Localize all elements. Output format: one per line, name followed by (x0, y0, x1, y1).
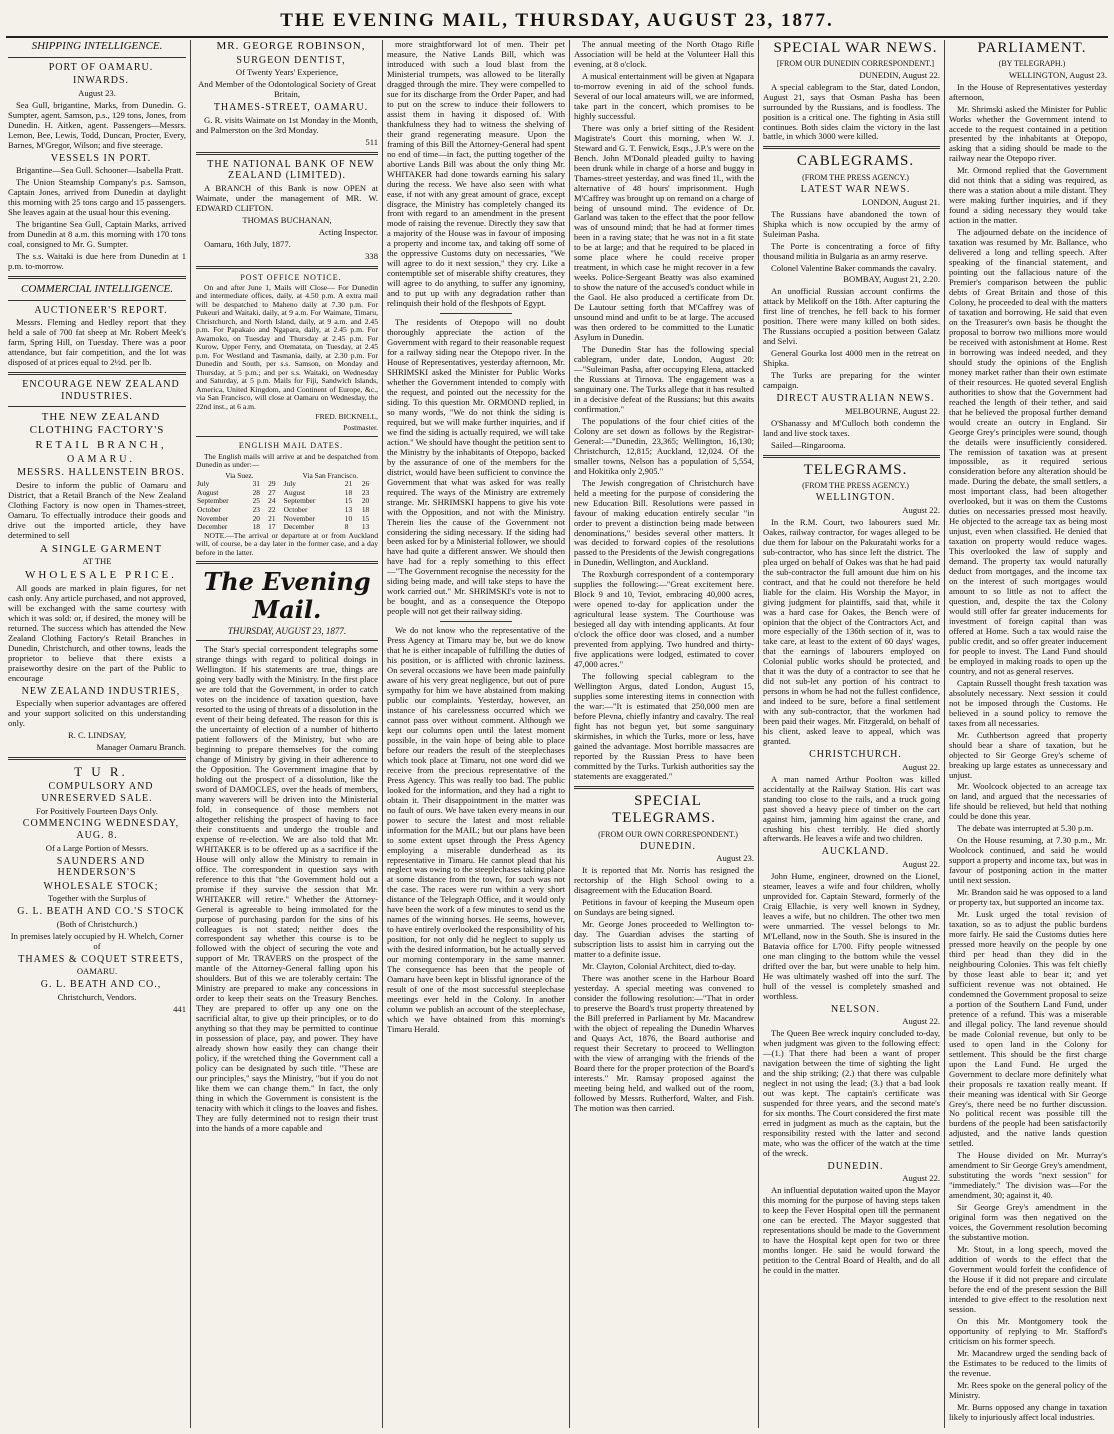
news-paragraph: Sailed—Ringarooma. (771, 439, 846, 450)
news-paragraph: In the R.M. Court, two labourers sued Mr. Oakes, railway contractor, for wages alleged to be due them for labour on the Pakuratahi works for a sub-contractor, who has since left the district. The plea urged on behalf of Oakes was that he had paid the sub-contractor the full amount due him on his contract, and that he could not therefore be held liable for the claim. His Worship the Mayor, in giving judgment for plaintiffs, said that, while it was a hard case for Oakes, the Bench were of opinion that the object of the Contractors Act, and more especially of the 136th section of it, was to take care, at least to the extent of 60 days' wages, that the earnings of labourers employed on Colonial public works should be protected, and that it was the duty of a contractor to see that he did not sub-let any portion of his contract to persons in whom he had not the fullest confidence, and indeed to be sure, before a final settlement with any sub-contractor, that the workmen had been paid their wages. Mr. Fitzgerald, on behalf of his client, asked leave to appeal, which was granted. (763, 516, 940, 747)
advert-heading: MR. GEORGE ROBINSON, (216, 40, 366, 52)
parliament-paragraph: On this Mr. Montgomery took the opportunity of replying to Mr. Stafford's criticism on his former speech. (949, 1315, 1107, 1346)
place-heading: DUNEDIN. (639, 840, 697, 852)
leader-paragraph: The residents of Otepopo will no doubt thoroughly appreciate the action of the Government with regard to their reasonable request for a railway siding near the Otepopo river. In the House of Representatives, yesterday afternoon, Mr. SHRIMSKI asked the Minister for Public Works whether the Government intended to comply with the request, and pointed out the necessity for the siding. To this question Mr. ORMOND replied, in so many words, "We do not think the siding is required, but we will make further inquiries, and if we find the siding is actually required, we will take action." We should have thought the petition sent to the Ministry by the inhabitants of Otepopo, backed by the assurance of one of the members for the district, would have been sufficient to convince the Government that what was asked for was really required. The ways of the Ministry are extremely strange. Mr. SHRIMSKI happens to give his vote with the Opposition, and not with the Ministry. Therein lies the cause of the Government not considering the siding necessary. If the siding had been asked for by a Ministerial follower, we should have had quite a different answer. We should then have had for a reply something to this effect —"The Government recognise the necessity for the siding being made, and will take steps to have the work carried out." Mr. SHRIMSKI's vote is not to be bought, and as a consequence the Otepopo people will not get their railway siding. (387, 317, 565, 617)
leader-paragraph: We do not know who the representative of the Press Agency at Timaru may be, but we do know that he is either incapable of fulfilling the duties of his position, or is afflicted with chronic laziness. On several occasions we have been made painfully aware of his very great negligence, but out of pure sympathy for him we have abstained from making public our complaints. Yesterday, however, an instance of his carelessness occurred which we cannot pass over without comment. Although we kept our columns open until the latest moment possible, in the vain hope of being able to place before our readers the result of the steeplechases which took place at Timaru, not one word did we receive from the precious representative of the Press Agency. This was really too bad. The public looked for the information, and they had a right to obtain it. Their disappointment in the matter was no fault of ours. We have taken every means in our power to secure the latest and most reliable information for the MAIL; but our plans have been to some extent upset through the Press Agency employing a miserable dunderhead as its representative in Timaru. He cannot plead that his neglect was owing to the steeplechases taking place at some distance from the town, for such was not the case. The races were run within a very short distance of the Telegraph Office, and it would only have been the work of a few minutes to send us the names of the winning horses. He seems, however, to have entirely overlooked the responsibility of his position, for not only did he neglect to supply us with the desired information, but he actually served our morning contemporary in the same manner. The consequence has been that the people of Oamaru have been kept in blissful ignorance of the result of one of the most successful steeplechase meetings ever held in the Colony. In another column we publish an account of the steeplechase, which we have obtained from this morning's Timaru Herald. (387, 625, 565, 1034)
parliament-paragraph: Mr. Macandrew urged the sending back of the Estimates to be reduced to the limits of the revenue. (949, 1347, 1107, 1378)
advert-text: Together with the Surplus of (47, 893, 147, 904)
place-heading: WELLINGTON. (815, 492, 896, 504)
section-subheading: (FROM OUR OWN CORRESPONDENT.) (598, 829, 738, 839)
news-paragraph: Colonel Valentine Baker commands the cavalry. (771, 262, 937, 273)
table-cell: November (283, 513, 315, 523)
news-paragraph: General Gourka lost 4000 men in the retreat on Shipka. (763, 348, 940, 369)
news-paragraph: An unofficial Russian account confirms the attack by Melikoff on the 18th. After capturing the first line of trenches, he fell back to his former position. There were many killed on both sides. The Russians occupied a position between Galatz and Selvi. (763, 286, 940, 347)
column-divider (190, 40, 191, 1428)
parliament-paragraph: The debate was interrupted at 5.30 p.m. (957, 823, 1094, 834)
advert-text: AT THE (82, 556, 112, 567)
advert-heading: SAUNDERS AND HENDERSON'S (56, 855, 146, 879)
dateline: THURSDAY, AUGUST 23, 1877. (227, 625, 347, 636)
divider (196, 266, 378, 269)
advert-text: Of Twenty Years' Experience, (235, 67, 339, 78)
notice-heading: POST OFFICE NOTICE. (240, 272, 342, 282)
newspaper-title: The Evening Mail. (203, 567, 371, 625)
advert-heading: THE NATIONAL BANK OF NEW ZEALAND (LIMITED). (207, 158, 375, 182)
place-heading: AUCKLAND. (821, 846, 890, 858)
advert-signature: R. C. LINDSAY, (67, 730, 127, 741)
advert-text: Christchurch, Vendors. (57, 992, 137, 1003)
table-cell: 26 (361, 479, 370, 489)
page-masthead: THE EVENING MAIL, THURSDAY, AUGUST 23, 1877. (280, 10, 834, 31)
table-header: Via Suez. (225, 470, 254, 480)
table-cell: 23 (361, 487, 370, 497)
dateline: August 23. (78, 87, 116, 98)
divider (574, 786, 754, 789)
table-cell: July (283, 479, 296, 489)
dateline: LONDON, August 21. (862, 196, 940, 207)
section-subheading: (BY TELEGRAPH.) (998, 59, 1066, 69)
dateline: BOMBAY, August 21, 2.20. (843, 274, 940, 285)
advert-heading: G. L. BEATH AND CO.'S STOCK (17, 906, 185, 918)
dateline: DUNEDIN, August 22. (859, 69, 940, 80)
table-cell: 21 (268, 513, 276, 523)
column-divider (569, 40, 570, 1428)
table-cell: 23 (252, 505, 260, 515)
column-divider (382, 40, 383, 1428)
advert-heading: ENCOURAGE NEW ZEALAND INDUSTRIES. (22, 379, 180, 402)
table-cell: 27 (268, 487, 276, 497)
place-heading: DUNEDIN. (827, 1160, 884, 1172)
dateline: August 22. (902, 1173, 940, 1184)
table-cell: 25 (252, 496, 260, 506)
column-1 (8, 40, 186, 1426)
advert-heading: A SINGLE GARMENT (39, 542, 163, 555)
notice-text: On and after June 1, Mails will Close— For Dunedin and intermediate offices, daily, at 4.50 p.m. A extra mail will be despatched to Maheno daily at 7.30 p.m. For Pukeuri and Waitaki, daily, at 9 a.m. For Waimate, Timaru, Christchurch, and North Island, daily, at 9 a.m. and 2.45 p.m. For Papakaio and Ngapara, daily, at 2.45 p.m. For Awamoko, on Tuesday and Thursday at 2.45 p.m. For Kurow, Upper Ferry, and Otematata, on Tuesday, at 2.45 p.m. For Westland and Tasmania, daily, at 2.30 p.m. For Dunedin and South, per s.s. Samson, on Monday and Thursday, at 5 p.m.; and per s.s. Waitaki, on Wednesday and Saturday, at 5 p.m. Mails for Fiji, Sandwich Islands, America, United Kingdom, and Continent of Europe, &c., via San Francisco, will close at Oamaru on Wednesday, the 22nd inst., at 6 a.m. (196, 282, 378, 411)
section-heading: SHIPPING INTELLIGENCE. (31, 40, 163, 52)
advert-heading: RETAIL BRANCH, (35, 438, 167, 451)
notice-text: The English mails will arrive at and be despatched from Dunedin as under:— (196, 451, 378, 470)
news-paragraph: The Turks are preparing for the winter campaign. (763, 370, 940, 391)
sub-heading: VESSELS IN PORT. (50, 152, 152, 164)
table-cell: 22 (268, 505, 276, 515)
advert-heading: MESSRS. HALLENSTEIN BROS. (17, 467, 185, 479)
divider (8, 406, 186, 407)
article-paragraph: Messrs. Fleming and Hedley report that they held a sale of 700 fat sheep at Mr. Robert Meek's farm, Spring Hill, on Tuesday. There was a poor attendance, but fair competition, and the lot was disposed of at prices equal to 2½d. per lb. (8, 317, 186, 368)
table-cell: 20 (361, 496, 370, 506)
divider (8, 757, 186, 760)
news-paragraph: There was another scene in the Harbour Board yesterday. A special meeting was convened to consider the following resolution:—"That in order to preserve the Board's trust property threatened by the Bill preferred in Parliament by Mr. Macandrew with the object of repealing the Dunedin Wharves and Quays Act, 1876, the Board authorise and request their Secretary to proceed to Wellington with the view of arranging with the friends of the Board there for the proper protection of the Board's interests." Mr. Ramsay proposed against the meeting being held, and walked out of the room, followed by Messrs. Rutherford, Walter, and Fish. The motion was then carried. (574, 973, 754, 1113)
advert-text: OAMARU. (76, 966, 118, 977)
section-heading: PORT OF OAMARU. (48, 61, 154, 73)
place-heading: NELSON. (831, 1003, 880, 1015)
advert-heading: SURGEON DENTIST, (236, 54, 346, 66)
table-cell: 18 (344, 487, 353, 497)
advert-heading: OAMARU. (67, 453, 135, 465)
parliament-paragraph: On the House resuming, at 7.30 p.m., Mr. Woolcock continued, and said he would support a property and income tax, but was in favour of postponing action in the matter until next session. (949, 835, 1107, 886)
news-paragraph: The Russians have abandoned the town of Shipka which is now occupied by the army of Suleiman Pasha. (763, 208, 940, 239)
news-paragraph: A special cablegram to the Star, dated London, August 21, says that Osman Pasha has been surrounded by the Russians, and is foodless. The position is a critical one. The fighting in Asia still continues. Both sides claim the victory in the last battle, in which 3000 were killed. (763, 81, 940, 142)
advert-text: In premises lately occupied by H. Whelch, Corner of (10, 930, 184, 951)
dateline: MELBOURNE, August 22. (844, 405, 940, 416)
parliament-paragraph: Mr. Woolcock objected to an acreage tax on land, and argued that the necessaries of life should be relieved, but held that nothing could be done this year. (949, 781, 1107, 822)
divider (440, 621, 511, 622)
divider (8, 300, 186, 301)
news-paragraph: The Queen Bee wreck inquiry concluded to-day, when judgment was given to the following effect:—(1.) That there had been a want of proper navigation between the time of sighting the light and the ship striking; (2.) that there was culpable neglect in not using the lead; (3.) that a bad look out was kept. The captain's certificate was suspended for three years, and the second mate's for six months. The Court considered the first mate erred in judgment as much as the captain, but the responsibility rested with the latter and second mate, who was the officer of the watch at the time of the wreck. (763, 1028, 940, 1158)
divider (8, 276, 186, 279)
advert-text: And Member of the Odontological Society of Great Britain, (198, 79, 376, 100)
advert-heading: THAMES-STREET, OAMARU. (213, 102, 369, 114)
advert-heading: COMPULSORY AND UNRESERVED SALE. (41, 781, 154, 804)
news-paragraph: A musical entertainment will be given at Ngapara to-morrow evening in aid of the school funds. Several of our local amateurs will, we are informed, take part in the concert, which promises to be highly successful. (574, 70, 754, 121)
table-cell: 13 (361, 522, 370, 532)
section-heading: PARLIAMENT. (977, 40, 1087, 56)
column-5 (763, 40, 940, 1426)
sub-heading: AUCTIONEER'S REPORT. (34, 304, 168, 316)
advert-text: All goods are marked in plain figures, for net cash only. Any article purchased, and not approved, will be exchanged with the same courtesy with which it was sold: or, if desired, the money will be returned. The success which has attended the New Zealand Clothing Factory's Retail Branches in Dunedin, Christchurch, and other towns, leads the proprietor to believe that there exists a praiseworthy desire on the part of the Public to encourage (8, 583, 186, 683)
advert-text: Desire to inform the public of Oamaru and District, that a Retail Branch of the New Zealand Clothing Factory is now open in Thames-street, Oamaru. To effectually introduce their goods and drive out the imported article, they have determined to sell (8, 479, 186, 540)
table-cell: 17 (268, 522, 276, 532)
article-paragraph: The Union Steamship Company's p.s. Samson, Captain Jones, arrived from Dunedin at daylight this morning with 25 tons cargo and 15 passengers. She leaves again at the usual hour this evening. (8, 177, 186, 218)
column-2 (196, 40, 378, 1426)
dateline: August 22. (902, 1016, 940, 1027)
table-cell: 29 (268, 479, 276, 489)
parliament-paragraph: Mr. Shrimski asked the Minister for Public Works whether the Government intend to accede to the request contained in a petition presented by the inhabitants at Otepopo, asking that a siding should be made to the railway near the Otepopo river. (949, 103, 1107, 164)
advert-text: A BRANCH of this Bank is now OPEN at Waimate, under the management of MR. W. EDWARD CLIFTON. (196, 182, 378, 213)
parliament-paragraph: Mr. Brandon said he was opposed to a land or property tax, but supported an income tax. (949, 887, 1107, 908)
advert-heading: T U R. (74, 764, 128, 780)
parliament-paragraph: Captain Russell thought fresh taxation was absolutely necessary. Next session it could not be imposed through the Customs. He believed in a sound policy to remove the taxes from all necessaries. (949, 677, 1107, 728)
notice-heading: ENGLISH MAIL DATES. (238, 441, 344, 451)
masthead-rule (6, 36, 1108, 38)
parliament-paragraph: Mr. Rees spoke on the general policy of the Ministry. (949, 1379, 1107, 1400)
section-heading: TELEGRAMS. (803, 461, 908, 478)
divider (763, 455, 940, 458)
table-cell: September (283, 496, 316, 506)
table-cell: 20 (252, 513, 260, 523)
advert-number: 511 (365, 136, 378, 147)
section-subheading: [FROM OUR DUNEDIN CORRESPONDENT.] (776, 59, 935, 69)
news-paragraph: The Porte is concentrating a force of fifty thousand militia in Bulgaria as an army reserve. (763, 240, 940, 261)
news-paragraph: Petitions in favour of keeping the Museum open on Sundays are being signed. (574, 897, 754, 918)
parliament-paragraph: The House divided on Mr. Murray's amendment to Sir George Grey's amendment, substituting the words "next session" for "immediately." The division was—For the amendment, 30; against it, 40. (949, 1150, 1107, 1201)
section-subheading: (FROM THE PRESS AGENCY.) (802, 172, 909, 182)
news-paragraph: Mr. George Jones proceeded to Wellington to-day. The Guardian advises the starting of subscription lists to assist him in carrying out the matter to a definite issue. (574, 919, 754, 960)
divider (196, 436, 378, 437)
table-cell: 24 (268, 496, 276, 506)
parliament-paragraph: Mr. Ormond replied that the Government did not think that a siding was required, as there was a station about a mile distant. They were making further inquiries, and if they found a siding necessary they would take action in the matter. (949, 165, 1107, 226)
table-cell: December (197, 522, 228, 532)
news-paragraph: It is reported that Mr. Norris has resigned the rectorship of the High School owing to a disagreement with the Education Board. (574, 865, 754, 896)
divider (196, 640, 378, 641)
divider (196, 561, 378, 564)
advert-heading: WHOLESALE STOCK; (43, 880, 159, 892)
news-paragraph: John Hume, engineer, drowned on the Lionel, steamer, leaves a wife and four children, wholly unprovided for. Captain Steward, formerly of the Craig Ellachie, is very well known in Sydney, leaves a wife, but no children. The other two men were unmarried. The vessel belongs to Mr. M'Lelland, now in the South. She is insured in the Batavia office for L700. Fifty people witnessed one man clinging to the bottom while the vessel drifted over the bar, but were unable to help him. He was ultimately washed off into the surf. The hull of the vessel is completely smashed and worthless. (763, 871, 940, 1001)
news-paragraph: An influential deputation waited upon the Mayor this morning for the purpose of having steps taken to keep the Fever Hospital open till the permanent one can be erected. The Mayor suggested that representations should be made to the Government to have the Hospital kept open for two or three months longer. He said he would forward the petition to the Central Board of Health, and do all he could in the matter. (763, 1185, 940, 1276)
advert-text: G. R. visits Waimate on 1st Monday in the Month, and Palmerston on the 3rd Monday. (196, 114, 378, 135)
section-heading: COMMERCIAL INTELLIGENCE. (21, 283, 173, 296)
advert-signature: Manager Oamaru Branch. (96, 742, 186, 753)
news-paragraph: O'Shanassy and M'Culloch both condemn the land and live stock taxes. (763, 417, 940, 438)
advert-text: Of a Large Portion of Messrs. (45, 842, 149, 853)
table-cell: 28 (252, 487, 260, 497)
table-cell: 31 (252, 479, 260, 489)
parliament-paragraph: Mr. Stout, in a long speech, moved the addition of words to the effect that the Government would forfeit the confidence of the House if it did not prepare and circulate before the end of the present session the Bill intended to give effect to the resolution next session. (949, 1244, 1107, 1314)
parliament-paragraph: Mr. Burns opposed any change in taxation likely to injuriously affect local industries. (949, 1401, 1107, 1422)
section-heading: SPECIAL WAR NEWS. (773, 40, 938, 56)
section-subheading: (FROM THE PRESS AGENCY.) (802, 480, 909, 490)
table-cell: 10 (344, 513, 353, 523)
advert-heading: THAMES & COQUET STREETS, (18, 953, 184, 965)
news-paragraph: The Jewish congregation of Christchurch have held a meeting for the purpose of considering the new Education Bill. Resolutions were passed in favour of making education entirely secular "in order to prevent a distinction being made between denominations," besides several other matters. It was decided to forward copies of the resolutions passed to the Presidents of the Jewish congregations in Dunedin, Wellington, and Auckland. (574, 477, 754, 568)
dateline: August 22. (902, 859, 940, 870)
notice-signature: FRED. BICKNELL, (315, 412, 378, 422)
table-cell: November (197, 513, 229, 523)
news-paragraph: The Roxburgh correspondent of a contemporary supplies the following:—"Great excitement here. Block 9 and 10, Teviot, embracing 40,000 acres, were opened to-day for application under the agricultural lease system. The Courthouse was besieged all day with intending applicants. At four o'clock the office door was closed, and a number prevented from applying. Two hundred and thirty-five applications were lodged, estimated to cover 47,000 acres." (574, 569, 754, 670)
dateline: August 22. (902, 504, 940, 515)
news-paragraph: The populations of the four chief cities of the Colony are set down as follows by the Registrar-General:—"Dunedin, 23,365; Wellington, 16,130; Christchurch, 12,815; Auckland, 12,024. Of the smaller towns, Nelson has a population of 5,554, and Hokitika only 2,905." (574, 415, 754, 476)
news-paragraph: The annual meeting of the North Otago Rifle Association will be held at the Volunteer Hall this evening, at 8 o'clock. (574, 40, 754, 69)
table-cell: December (283, 522, 315, 532)
divider (8, 372, 186, 375)
article-paragraph: The brigantine Sea Gull, Captain Marks, arrived from Dunedin at 8 a.m. this morning with 170 tons coal, consigned to Mr. G. Sumpter. (8, 219, 186, 250)
advert-signature: Acting Inspector. (318, 226, 378, 237)
news-paragraph: The Dunedin Star has the following special cablegram, under date, London, August 20:—"Suleiman Pasha, after occupying Elena, attacked the Russians at Tirnova. The engagement was a sanguinary one. The Turks allege that it has resulted in a decisive defeat of the Russians; but this awaits confirmation." (574, 344, 754, 414)
section-heading: SPECIAL TELEGRAMS. (612, 792, 716, 827)
advert-number: 441 (173, 1004, 186, 1015)
place-heading: DIRECT AUSTRALIAN NEWS. (776, 393, 935, 405)
table-cell: 15 (344, 496, 353, 506)
sub-heading: INWARDS. (72, 75, 130, 87)
table-header: Via San Francisco. (302, 470, 359, 480)
table-cell: October (283, 505, 308, 515)
dateline: August 23. (716, 853, 754, 864)
parliament-paragraph: Mr. Lusk urged the total revision of taxation, so as to adjust the public burdens more fairly. He said the Customs duties here pressed more heavily on the people by one third per head than they did in the neighbouring Colonies. This was felt chiefly by those least able to bear it; and yet sufficient revenue was not obtained. He condemned the Government proposal to seize a portion of the Southern Land Fund, under pretence of a refund. This was a miserable and illegal policy. The land revenue should be made Colonial revenue, but only to be used to open land in the Colony for settlement. This should be the first charge upon the Land Fund. He urged the Government to declare more definitely what their proposals re taxation really meant. If their meaning was identical with Sir George Grey's, there need be no further discussion. No political recent was possible till the burdens of the people had been satisfactorily adjusted, and the native lands question settled. (949, 909, 1107, 1149)
divider (763, 146, 940, 149)
news-paragraph: A man named Arthur Poolton was killed accidentally at the Railway Station. His cart was standing too close to the rails, and a truck going past shoved a heavy piece of timber on the cart against him, jamming him against the crane, and crushing his chest terribly. He died shortly afterwards. He leaves a wife and two children. (763, 773, 940, 844)
column-6 (949, 40, 1107, 1426)
column-divider (758, 40, 759, 1428)
advert-heading: WHOLESALE PRICE. (25, 569, 177, 582)
parliament-report (949, 83, 1107, 1423)
article-paragraph: Brigantine—Sea Gull. Schooner—Isabella Pratt. (16, 165, 184, 176)
table-cell: October (197, 505, 221, 515)
column-3 (387, 40, 565, 1426)
news-paragraph: The following special cablegram to the Wellington Argus, dated London, August 15, supplies some interesting items in connection with the war:—"It is estimated that 250,000 men are before Plevna, chiefly infantry and cavalry. The real fight has not begun yet, but some sanguinary skirmishes, in which the Turks, more or less, have gained the advantage. Most horrible massacres are reported by the Russian Press to have been committed by the Turks. Turkish authorities say the statements are exaggerated." (574, 671, 754, 781)
news-paragraph: There was only a brief sitting of the Resident Magistrate's Court this morning, when W. J. Steward and G. T. Fenwick, Esqs., J.P.'s were on the Bench. John M'Donald pleaded guilty to having been drunk while in charge of a horse and buggy in Thames-street yesterday, and was fined 1l., with the alternative of 48 hours' imprisonment. Hugh M'Caffrey was brought up on remand on a charge of being of unsound mind. The evidence of Dr. Garland was taken to the effect that the poor fellow was of unsound mind; that he had at former times been in a raving state; that he was not in a fit state to be at large; and that he required to be placed in some place where he could receive proper treatment, in which case he might recover in a few weeks. Police-Sergeant Beatty was also examined to show the nature of the accused's conduct while in the Gaol. He also produced a certificate from Dr. De Lautour setting forth that M'Caffrey was of unsound mind and unfit to be at large. The accused was then ordered to be committed to the Lunatic Asylum in Dunedin. (574, 122, 754, 343)
dateline: August 22. (902, 761, 940, 772)
mail-dates-table (196, 472, 378, 532)
divider (196, 152, 378, 155)
parliament-paragraph: Sir George Grey's amendment in the original form was then negatived on the voices, the Government resolution becoming the substantive motion. (949, 1202, 1107, 1243)
parliament-paragraph: The adjourned debate on the incidence of taxation was resumed by Mr. Ballance, who delivered a long and telling speech. After speaking of the financial statement, and pointing out the fallacious nature of the Premier's comparison between the public debts of Great Britain and those of this Colony, he proceeded to deal with the matters of taxation and borrowing. He said that even on the Treasurer's own basis he thought the proposal to borrow two millions more would be received with astonishment at Home. Rest in borrowing was indeed needed, and they should study the opinions of the English money market rather than their own estimate of their resources. He quoted several English authorities to show that the Government had reached the length of their tether, and said that he believed the proposal further demand would create an outcry in England. Sir George Grey's principles were sound, though the details were insufficiently considered. The remission of taxation was at present impossible, as it required serious consideration before any alteration should be made. During the debate, the small settlers, a most important class, had been altogether overlooked, but it was on them the Customs duties on necessaries pressed most heavily. He objected to the acreage tax as being most unjust, even when classified. He denied that taxation on property would reduce wages. This overlooked the law of supply and demand. The property tax would naturally deduct from mortgages, and the income tax on the interest of such mortgages would amount to so little as not to affect the question, and, despite the tax the Colony would still offer far greater inducements for investment of foreign capital than was offered at Home. Such a tax would raise the public credit, and so offer greater inducement for people to invest. The Land Fund should be employed in making roads to open up the country, and not as general reserves. (949, 227, 1107, 676)
place-heading: CHRISTCHURCH. (809, 749, 902, 761)
advert-text: Especially when superior advantages are offered and your support solicited on this understanding only. (8, 698, 186, 729)
table-cell: 18 (361, 505, 370, 515)
notice-signature: Postmaster. (343, 422, 378, 432)
divider (440, 313, 511, 314)
parliament-paragraph: Mr. Cuthbertson agreed that property should bear a share of taxation, but he objected to Sir George Grey's scheme of breaking up large estates as unnecessary and unjust. (949, 729, 1107, 780)
column-divider (944, 40, 945, 1428)
notice-text: NOTE.—The arrival or departure at or from Auckland will, of course, be a day later in the former case, and a day before in the latter. (196, 530, 378, 557)
table-cell: August (283, 487, 306, 497)
table-cell: July (197, 479, 210, 489)
parliament-paragraph: In the House of Representatives yesterday afternoon, (949, 81, 1107, 102)
advert-text: For Positively Fourteen Days Only. (36, 805, 158, 816)
column-4 (574, 40, 754, 1426)
advert-heading: G. L. BEATH AND CO., (40, 979, 162, 991)
advert-text: Oamaru, 16th July, 1877. (204, 238, 291, 249)
leader-paragraph: The Star's special correspondent telegraphs some strange things with regard to political doings in Wellington. If his statements are true, things are going very badly with the Ministry. In the first place we are told that the Government, in order to catch votes on the incidence of taxation question, have resorted to the using of threats of a dissolution in the event of their being defeated. The reason for this is the uncertainty of election of a number of hitherto patient followers of the Ministry, but who are beginning to prepare themselves for the coming change of Ministry by giving in their adherence to the Opposition. The Government imagine that by holding out the prospect of a dissolution, like the sword of DAMOCLES, over the heads of members, many waverers will be driven into the Ministerial fold, in consequence of those members not altogether relishing the prospect of having to face their constituents and undergo the trouble and expense of re-election. We are also told that Mr. WHITAKER is to be offered up as a sacrifice if the House will only allow the Ministry to remain in office. The correspondent in question says with reference to this that "the Government hold out a promise if they survive the session that Mr. WHITAKER will retire." Whether the Attorney-General is agreeable to being immolated for the purpose of purchasing pardon for the sins of his colleagues is not stated; neither does the correspondent say whether this course is to be followed with the object of securing the vote and support of Mr. TRAVERS on the prospect of the mantle of the Attorney-General falling upon his shoulders. But of this we are tolerably certain: The Ministry are prepared to make any concessions in order to keep their seats on the Treasury Benches. They are prepared to offer up any one on the sacrificial altar, to give up their principles, or to do anything so that they may be permitted to continue in possession of place, pay, and power. They have already shown how easily they can change their policy, if the wretched thing the Government call a policy can be designated by such title. "These are our principles," says the Ministry, "but if you do not like them we can change them." In fact, the only thing in which the Government is consistent is the tenacity with which it clings to the loaves and fishes. They are fully determined not to resign their trust into the hands of a more capable and (196, 644, 378, 1133)
table-cell: 13 (344, 505, 353, 515)
advert-heading: COMMENCING WEDNESDAY, AUG. 8. (22, 818, 180, 842)
advert-heading: THE NEW ZEALAND CLOTHING FACTORY'S (29, 411, 165, 437)
section-heading: CABLEGRAMS. (796, 153, 915, 170)
advert-signature: THOMAS BUCHANAN, (242, 214, 332, 225)
news-paragraph: Mr. Clayton, Colonial Architect, died to-day. (582, 961, 736, 972)
dateline: WELLINGTON, August 23. (1008, 69, 1107, 80)
table-cell: August (197, 487, 219, 497)
advert-text: (Both of Christchurch.) (56, 918, 138, 929)
table-cell: 21 (344, 479, 353, 489)
table-cell: 8 (344, 522, 349, 532)
divider (8, 57, 186, 58)
leader-paragraph: more straightforward lot of men. Their pet measure, the Native Lands Bill, which was introduced with such a loud blast from the Ministerial trumpets, was allowed to be literally dragged through the mire. They were compelled to sue for its discharge from the Order Paper, and had to put on the screw to induce their followers to assist them in having it disposed of. With thankfulness they had to witness the shelving of their grand regenerating measure. Upon the framing of this Bill the Attorney-General had spent no end of time—in fact, the putting together of the abortive Lands Bill was about the only thing Mr. WHITAKER had done towards earning his salary during the recess. We have also seen with what ease, if not with any great amount of grace, except disgrace, the Ministry has completely changed its front with regard to an amendment in the present mode of raising the revenue. Directly they saw that a majority of the House was in favour of imposing a property and income tax, and taking off some of the oppressive Customs duty on necessaries, "We will agree to do it next session," they cry. Like a contemptible set of miserable shifty creatures, they will agree to do anything, to suffer any ignominy, and to put up with any degradation rather than relinquish their hold of the fleshpots of Egypt. (387, 40, 565, 309)
article-paragraph: Sea Gull, brigantine, Marks, from Dunedin. G. Sumpter, agent. Samson, p.s., 129 tons, Jones, from Dunedin. H. Aitken, agent. Passengers—Messrs. Lemon, Bee, Lewis, Todd, Duncan, Procter, Every, Barnes, M'Gregor, Wilson; and five steerage. (8, 99, 186, 150)
table-cell: September (197, 496, 229, 506)
place-heading: LATEST WAR NEWS. (800, 184, 911, 196)
table-cell: 18 (252, 522, 260, 532)
advert-number: 338 (365, 250, 378, 261)
article-paragraph: The s.s. Waitaki is due here from Dunedin at 1 p.m. to-morrow. (8, 251, 186, 272)
advert-heading: NEW ZEALAND INDUSTRIES, (21, 685, 181, 697)
table-cell: 15 (361, 513, 370, 523)
